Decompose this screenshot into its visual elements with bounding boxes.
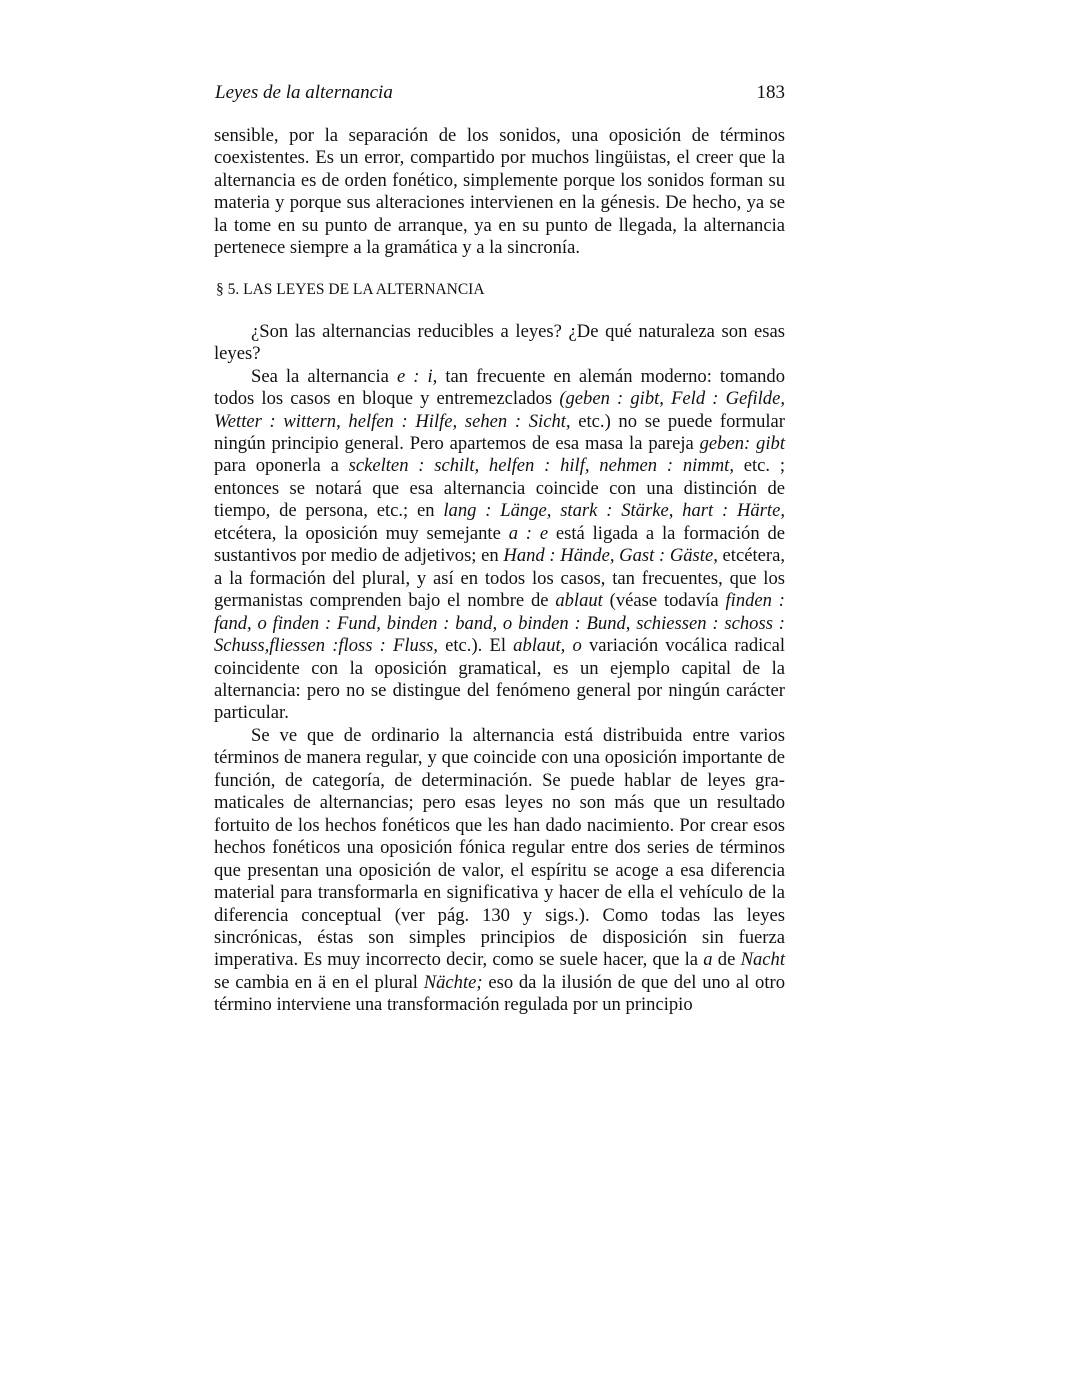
paragraph xyxy=(214,125,785,260)
text-run: para oponerla a xyxy=(214,455,349,477)
text-run: está ligada a la formación de sustantivos por medio de adjetivos; en xyxy=(214,522,785,567)
text-run: Se ve que de ordinario la alternancia está distribuida entre varios términos de manera regular, y que coincide con una oposición importante de función, de categoría, de determinación. Se puede hablar de leyes gramaticales de alternancias; pero esas leyes no son más que un resultado fortuito de los hechos fonéticos que les han dado nacimiento. Por crear esos hechos fonéticos una oposición fónica regular entre dos series de términos que presentan una oposición de valor, el espíritu se acoge a esa diferencia material para transformarla en significativa y hacer de ella el vehículo de la diferencia conceptual (ver pág. 130 y sigs.). Como todas las leyes sincrónicas, éstas son simples principios de disposición sin fuerza imperativa. Es muy incorrecto decir, como se suele hacer, que la xyxy=(214,724,785,971)
text-run: Sea la alternancia xyxy=(251,365,397,387)
text-run: variación vocálica radical coincidente con la oposición gramatical, es un ejemplo capital de la alternancia: pero no se distingue del fenómeno general por ningún carácter particular. xyxy=(214,635,785,724)
text-run: ¿Son las alternancias reducibles a leyes? ¿De qué naturaleza son esas leyes? xyxy=(214,320,785,365)
running-title: Leyes de la alternancia xyxy=(215,82,393,103)
paragraph xyxy=(214,725,785,1017)
text-run: etcétera, a la formación del plural, y así en todos los casos, tan frecuentes, que los germanistas comprenden bajo el nombre de xyxy=(214,545,785,612)
running-header xyxy=(214,80,785,106)
italic-run: e : i, xyxy=(396,365,438,387)
section-heading: § 5. LAS LEYES DE LA ALTERNANCIA xyxy=(216,280,485,298)
text-run: eso da la ilusión de que del uno al otro término interviene una transformación regulada por un principio xyxy=(214,971,785,1016)
italic-run: a xyxy=(703,949,713,971)
text-run: etcétera, la oposición muy semejante xyxy=(214,522,509,544)
italic-run: sckelten : schilt, helfen : hilf, nehmen : nimmt, xyxy=(348,455,734,477)
italic-run: ablaut, o xyxy=(513,635,582,657)
text-run: de xyxy=(712,949,741,971)
italic-run: (geben : gibt, Feld : Gefilde, Wetter : wittern, helfen : Hilfe, sehen : Sicht, xyxy=(214,388,785,432)
text-run: etc.). El xyxy=(437,635,514,657)
italic-run: Nächte; xyxy=(423,971,483,993)
text-run: sensible, por la separación de los sonidos, una oposición de términos coexistentes. Es un error, compartido por muchos lingüistas, el creer que la alternancia es de orden fonético, simplemente porque los sonidos forman su materia y porque sus alteraciones intervienen en la génesis. De hecho, ya se la tome en su punto de arranque, ya en su punto de llegada, la alternancia pertenece siempre a la gramática y a la sincronía. xyxy=(214,125,785,259)
text-run: etc. ; entonces se notará que esa alternancia coincide con una distinción de tiempo, de persona, etc.; en xyxy=(214,455,785,522)
italic-run: Hand : Hände, Gast : Gäste, xyxy=(503,545,718,567)
text-run: se cambia en ä en el plural xyxy=(214,971,424,993)
italic-run: finden : fand, o finden : Fund, binden : band, o binden : Bund, schiessen : schoss : Schuss,fliessen :floss : Fluss, xyxy=(214,590,785,657)
page-number: 183 xyxy=(756,82,785,103)
text-run: (véase todavía xyxy=(602,590,726,612)
italic-run: Nacht xyxy=(740,949,785,971)
paragraph xyxy=(214,321,785,366)
text-run: tan frecuente en alemán moderno: tomando todos los casos en bloque y entremezclados xyxy=(214,365,786,410)
italic-run: ablaut xyxy=(555,590,603,612)
italic-run: geben: gibt xyxy=(699,432,785,454)
italic-run: a : e xyxy=(508,522,549,544)
italic-run: lang : Länge, stark : Stärke, hart : Härte, xyxy=(443,500,785,522)
paragraph xyxy=(214,366,785,725)
page-body xyxy=(214,125,785,1017)
text-run: etc.) no se puede formular ningún principio general. Pero apartemos de esa masa la pareja xyxy=(214,410,785,454)
